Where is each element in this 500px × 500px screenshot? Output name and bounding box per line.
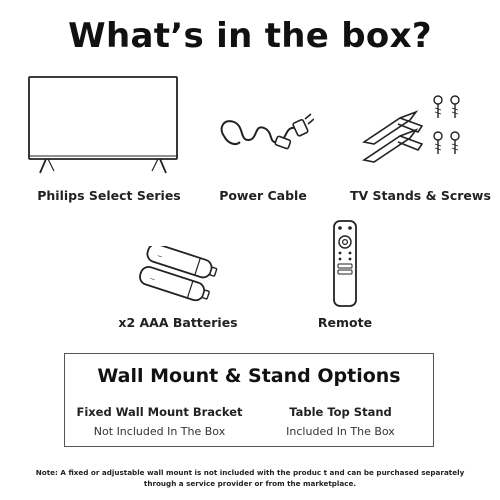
power-cable-icon bbox=[218, 106, 314, 158]
wall-mount-label: Fixed Wall Mount Bracket bbox=[76, 405, 243, 419]
item-label-power-cable: Power Cable bbox=[219, 188, 307, 203]
table-stand-status: Included In The Box bbox=[286, 425, 395, 438]
item-label-batteries: x2 AAA Batteries bbox=[118, 315, 238, 330]
table-stand-label: Table Top Stand bbox=[289, 405, 392, 419]
svg-text:−: − bbox=[155, 251, 164, 262]
batteries-icon bbox=[132, 246, 224, 304]
footnote: Note: A fixed or adjustable wall mount is not included with the produc t and can be purchased separately through a service provider or from the marketplace. bbox=[35, 468, 465, 488]
wall-mount-status: Not Included In The Box bbox=[93, 425, 226, 438]
item-label-remote: Remote bbox=[317, 315, 373, 330]
item-label-tv: Philips Select Series bbox=[37, 188, 181, 203]
item-label-stands-screws: TV Stands & Screws bbox=[350, 188, 491, 203]
tv-stands-screws-icon bbox=[360, 92, 470, 170]
svg-text:−: − bbox=[148, 274, 157, 284]
mount-options-box bbox=[64, 353, 434, 447]
tv-icon bbox=[28, 76, 178, 176]
mount-options-title: Wall Mount & Stand Options bbox=[97, 365, 401, 387]
remote-icon bbox=[330, 220, 360, 308]
page-title: What’s in the box? bbox=[68, 16, 432, 56]
